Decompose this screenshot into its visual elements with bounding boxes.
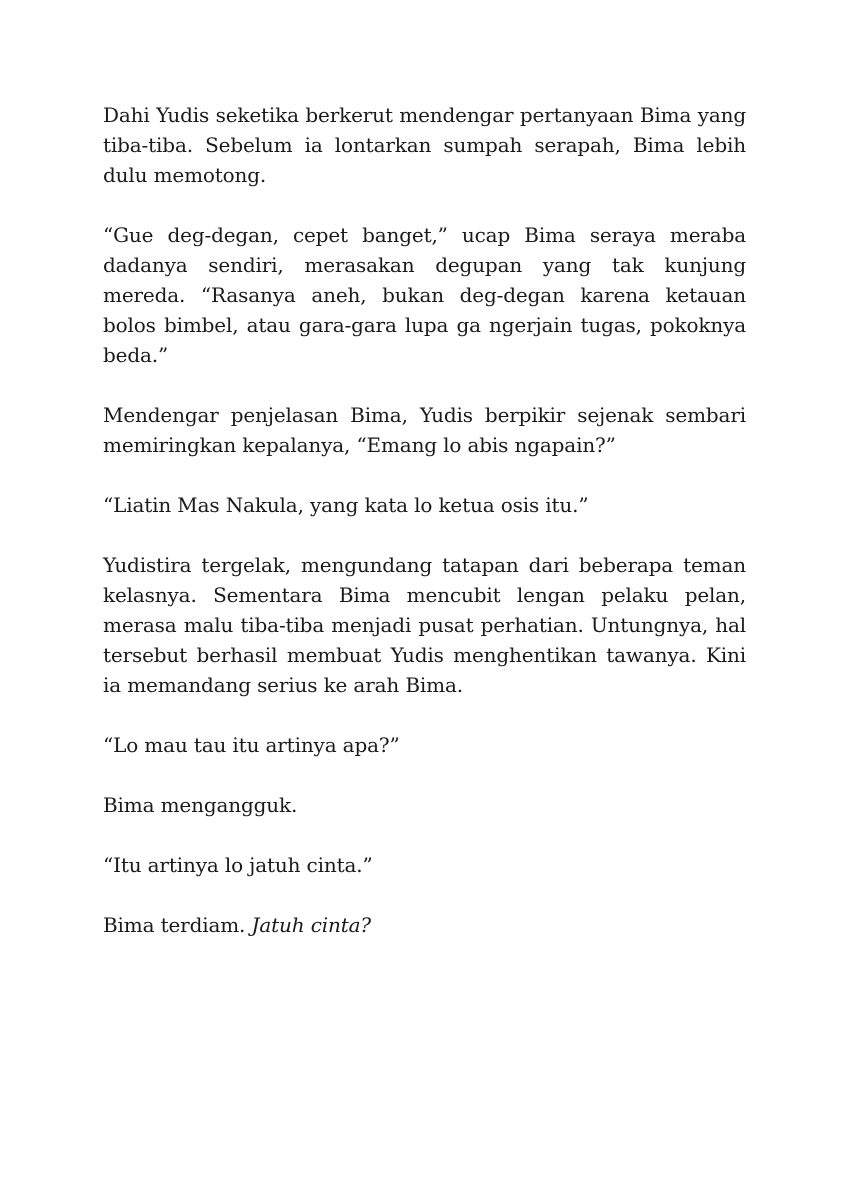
paragraph-4: “Liatin Mas Nakula, yang kata lo ketua osis itu.”	[103, 493, 589, 517]
paragraph-2: “Gue deg-degan, cepet banget,” ucap Bima seraya meraba dadanya sendiri, merasakan degupan yang tak kunjung mereda. “Rasanya aneh, bukan deg-degan karena ketauan bolos bimbel, atau gara-gara lupa ga ngerjain tugas, pokoknya beda.”	[103, 223, 746, 367]
paragraph-9-italic: Jatuh cinta?	[251, 913, 371, 937]
document-page	[103, 100, 746, 970]
paragraph-1: Dahi Yudis seketika berkerut mendengar pertanyaan Bima yang tiba-tiba. Sebelum ia lontarkan sumpah serapah, Bima lebih dulu memotong.	[103, 103, 746, 187]
paragraph-3: Mendengar penjelasan Bima, Yudis berpikir sejenak sembari memiringkan kepalanya, “Emang lo abis ngapain?”	[103, 403, 746, 457]
paragraph-8: “Itu artinya lo jatuh cinta.”	[103, 853, 373, 877]
paragraph-6: “Lo mau tau itu artinya apa?”	[103, 733, 400, 757]
paragraph-9-plain: Bima terdiam.	[103, 913, 246, 937]
paragraph-5: Yudistira tergelak, mengundang tatapan dari beberapa teman kelasnya. Sementara Bima mencubit lengan pelaku pelan, merasa malu tiba-tiba menjadi pusat perhatian. Untungnya, hal tersebut berhasil membuat Yudis menghentikan tawanya. Kini ia memandang serius ke arah Bima.	[103, 553, 746, 697]
paragraph-9	[103, 910, 746, 940]
paragraph-7: Bima mengangguk.	[103, 793, 298, 817]
